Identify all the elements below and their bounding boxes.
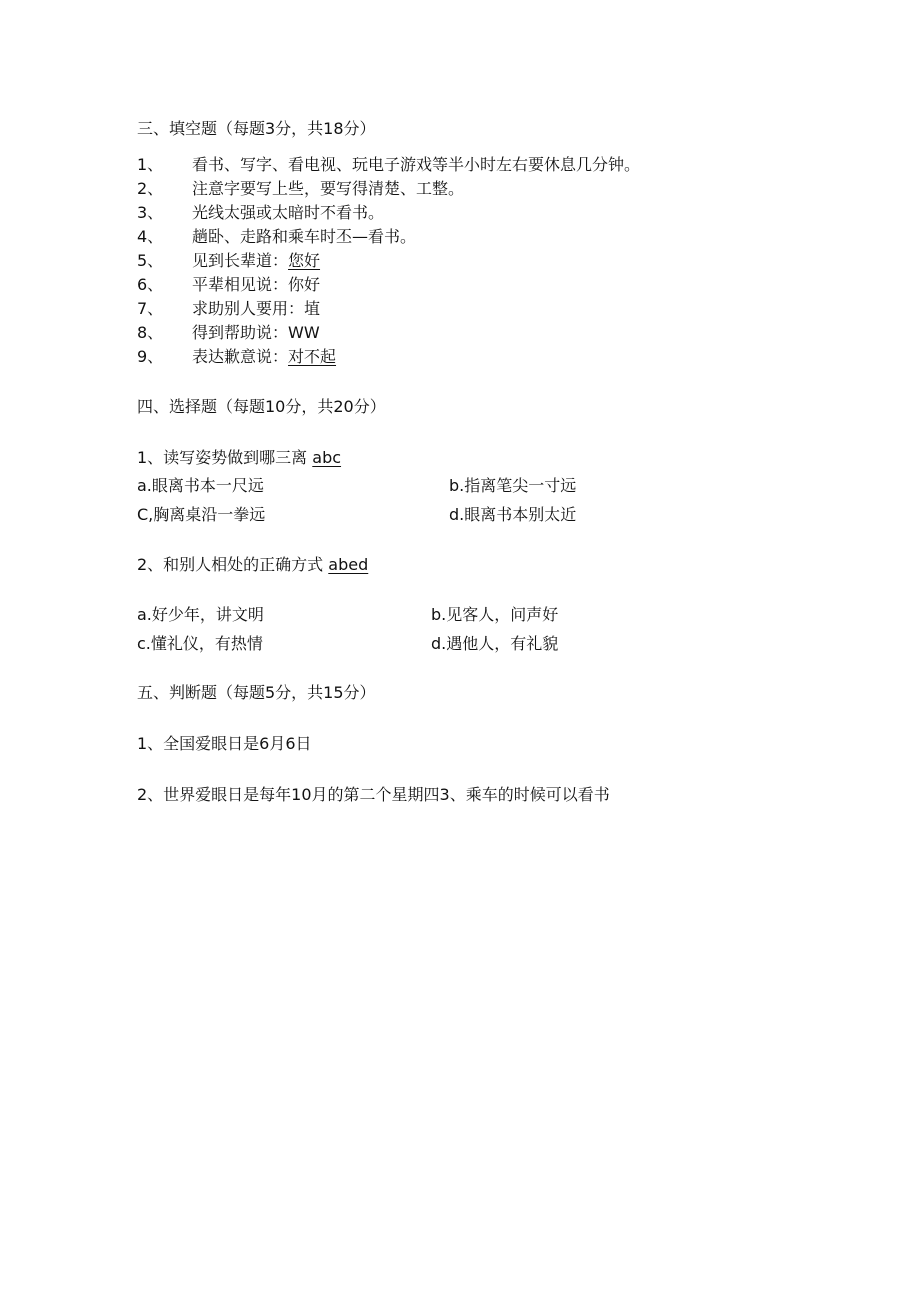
item-number: 3、 [137,203,164,222]
item-number: 6、 [137,275,164,294]
section3-heading: 三、填空题（每题3分，共18分） [137,119,376,138]
item-number: 7、 [137,299,164,318]
option-c: C,胸离桌沿一拳远 [137,505,266,524]
item-answer: 对不起 [288,347,337,366]
question-1-stem [137,448,341,468]
item-text: 得到帮助说：WW [192,323,320,342]
item-text: 平辈相见说：你好 [192,275,321,294]
item-text: 看书、写字、看电视、玩电子游戏等半小时左右要休息几分钟。 [192,155,641,174]
judgment-item: 1、全国爱眼日是6月6日 [137,734,312,753]
item-text-with-answer [192,347,336,367]
question-2-stem [137,555,368,575]
item-answer: 您好 [288,251,321,270]
item-text: 注意字要写上些，要写得清楚、工整。 [192,179,465,198]
item-text-with-answer [192,251,320,271]
question-answer: abed [328,555,369,574]
option-d: d.遇他人，有礼貌 [431,634,559,653]
item-number: 2、 [137,179,164,198]
option-a: a.眼离书本一尺远 [137,476,264,495]
item-text: 求助别人要用：埴 [192,299,321,318]
item-number: 9、 [137,347,164,366]
item-number: 1、 [137,155,164,174]
item-number: 8、 [137,323,164,342]
item-text: 趟卧、走路和乘车时丕—看书。 [192,227,417,246]
option-d: d.眼离书本别太近 [449,505,577,524]
item-text: 见到长辈道： [192,251,289,270]
question-text: 1、读写姿势做到哪三离 [137,448,308,467]
item-text: 光线太强或太暗时不看书。 [192,203,385,222]
judgment-item: 2、世界爱眼日是每年10月的第二个星期四3、乘车的时候可以看书 [137,785,610,804]
question-text: 2、和别人相处的正确方式 [137,555,324,574]
option-a: a.好少年，讲文明 [137,605,264,624]
option-c: c.懂礼仪，有热情 [137,634,263,653]
option-b: b.指离笔尖一寸远 [449,476,577,495]
item-number: 5、 [137,251,164,270]
item-text: 表达歉意说： [192,347,289,366]
section4-heading: 四、选择题（每题10分，共20分） [137,397,386,416]
option-b: b.见客人，问声好 [431,605,559,624]
item-number: 4、 [137,227,164,246]
section5-heading: 五、判断题（每题5分，共15分） [137,683,376,702]
question-answer: abc [312,448,342,467]
